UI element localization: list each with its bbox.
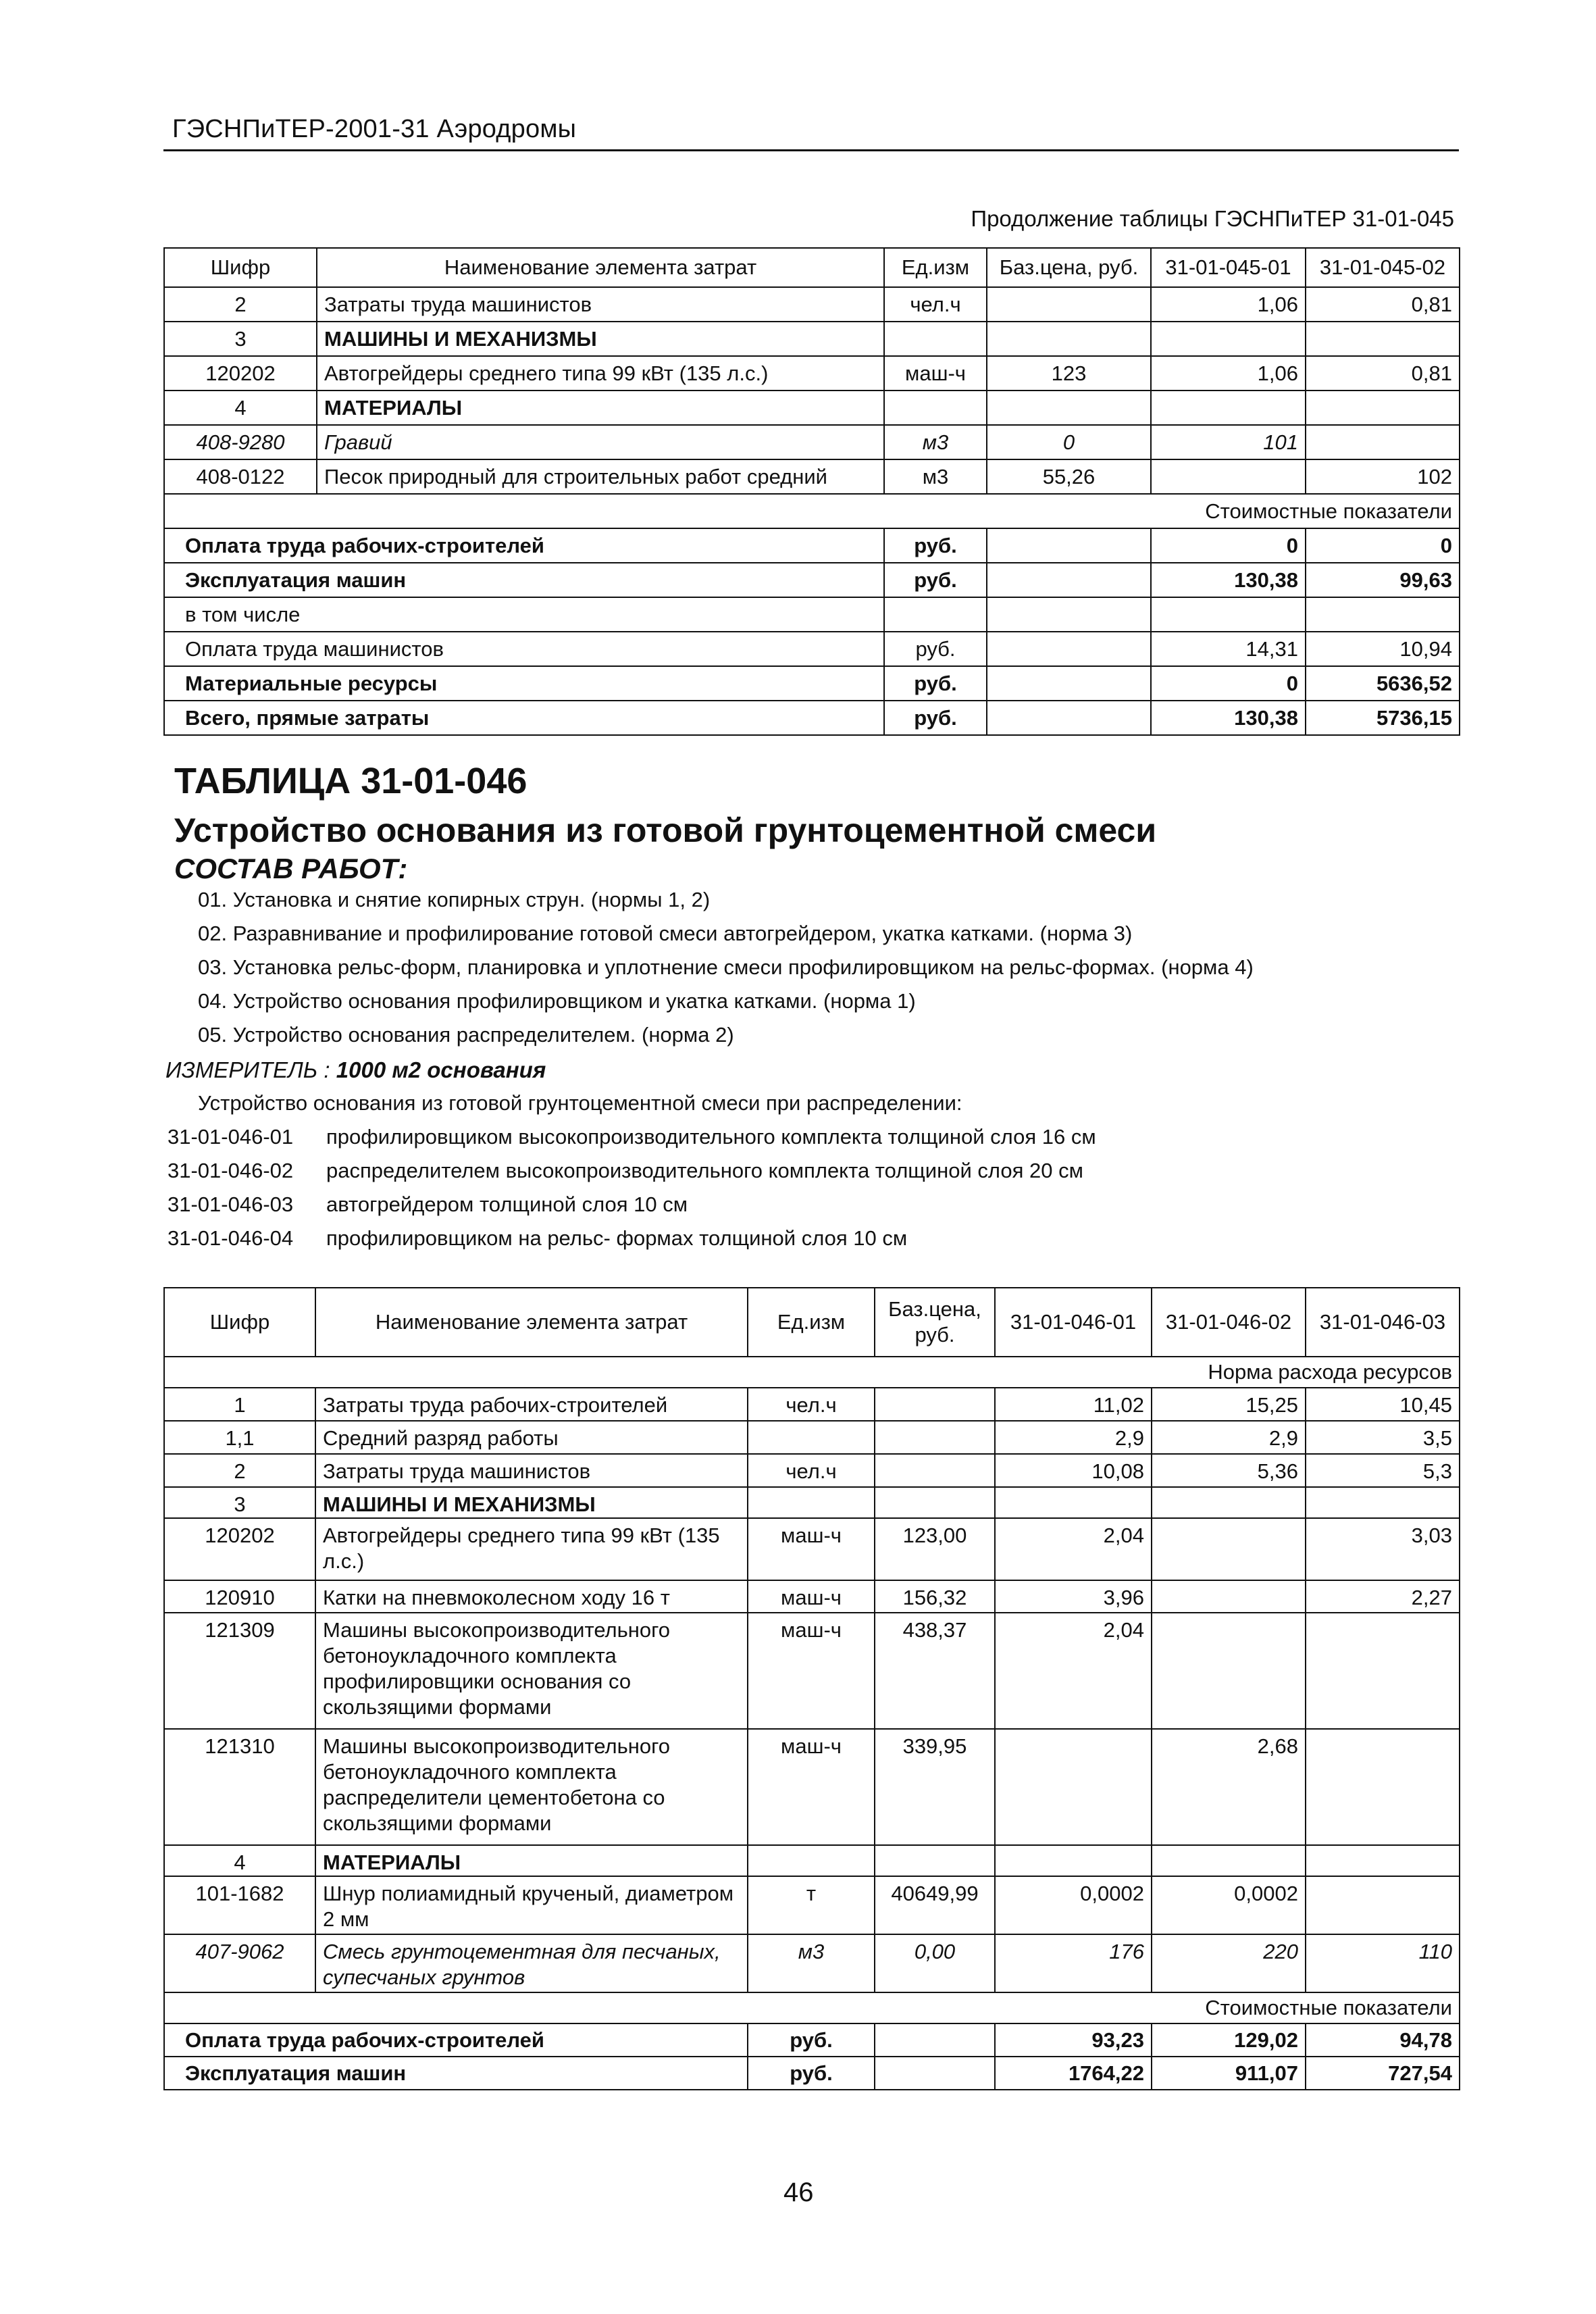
row-code: 3 [164, 1487, 315, 1518]
cost-value-3: 727,54 [1306, 2057, 1460, 2090]
table-row [164, 1876, 1460, 1934]
row-name: Затраты труда машинистов [317, 287, 884, 322]
header-price: Баз.цена, руб. [987, 248, 1151, 287]
cost-value-2: 911,07 [1152, 2057, 1306, 2090]
row-price [987, 322, 1151, 356]
cost-name: Всего, прямые затраты [164, 701, 884, 735]
cost-value-2: 5736,15 [1306, 701, 1460, 735]
row-value-2 [1152, 1487, 1306, 1518]
row-price [875, 1388, 995, 1421]
cost-price-empty [875, 2023, 995, 2057]
header-norm-2: 31-01-045-02 [1306, 248, 1460, 287]
work-item: 03. Установка рельс-форм, планировка и уплотнение смеси профилировщиком на рельс-формах. (норма 4) [198, 955, 1254, 979]
row-price [875, 1421, 995, 1454]
row-value-1: 2,9 [995, 1421, 1152, 1454]
row-unit: чел.ч [748, 1454, 875, 1487]
row-code: 1,1 [164, 1421, 315, 1454]
work-item: 01. Установка и снятие копирных струн. (нормы 1, 2) [198, 888, 711, 911]
row-code: 408-9280 [164, 425, 317, 459]
cost-unit [884, 597, 987, 632]
row-code: 121309 [164, 1613, 315, 1729]
row-unit: м3 [884, 425, 987, 459]
variant-code: 31-01-046-02 [168, 1159, 294, 1182]
running-header: ГЭСНПиТЕР-2001-31 Аэродромы [172, 115, 577, 143]
row-value-3: 110 [1306, 1934, 1460, 1992]
cost-value-1: 14,31 [1151, 632, 1306, 666]
cost-price-empty [987, 563, 1151, 597]
row-code: 4 [164, 391, 317, 425]
row-unit: маш-ч [884, 356, 987, 391]
variant-code: 31-01-046-04 [168, 1226, 294, 1250]
row-unit [748, 1845, 875, 1876]
cost-value-2: 5636,52 [1306, 666, 1460, 701]
cost-row [164, 528, 1460, 563]
table-header-row [164, 248, 1460, 287]
cost-value-1 [1151, 597, 1306, 632]
cost-value-1: 1764,22 [995, 2057, 1152, 2090]
row-value-2: 5,36 [1152, 1454, 1306, 1487]
row-name: Средний разряд работы [315, 1421, 748, 1454]
row-unit [748, 1487, 875, 1518]
cost-label-row [164, 494, 1460, 528]
row-unit: маш-ч [748, 1613, 875, 1729]
header-norm-2: 31-01-046-02 [1152, 1288, 1306, 1357]
row-name: МАШИНЫ И МЕХАНИЗМЫ [315, 1487, 748, 1518]
row-name: Шнур полиамидный крученый, диаметром 2 мм [315, 1876, 748, 1934]
row-value-2: 2,68 [1152, 1729, 1306, 1845]
cost-price-empty [987, 597, 1151, 632]
norm-label-row [164, 1357, 1460, 1388]
row-price [987, 287, 1151, 322]
row-price: 40649,99 [875, 1876, 995, 1934]
row-price [987, 391, 1151, 425]
row-value-1: 176 [995, 1934, 1152, 1992]
row-value-1: 2,04 [995, 1518, 1152, 1580]
row-value-1: 11,02 [995, 1388, 1152, 1421]
row-value-1 [1151, 459, 1306, 494]
cost-value-3: 94,78 [1306, 2023, 1460, 2057]
row-value-3 [1306, 1845, 1460, 1876]
row-name: МАТЕРИАЛЫ [317, 391, 884, 425]
row-price [875, 1487, 995, 1518]
cost-value-1: 130,38 [1151, 701, 1306, 735]
header-unit: Ед.изм [884, 248, 987, 287]
cost-indicators-label: Стоимостные показатели [164, 1992, 1460, 2023]
row-value-1 [995, 1729, 1152, 1845]
cost-unit: руб. [884, 528, 987, 563]
row-value-2: 15,25 [1152, 1388, 1306, 1421]
row-value-2 [1152, 1613, 1306, 1729]
header-rule [163, 149, 1459, 151]
cost-row [164, 666, 1460, 701]
cost-unit: руб. [884, 563, 987, 597]
row-price [875, 1454, 995, 1487]
work-item: 05. Устройство основания распределителем. (норма 2) [198, 1023, 734, 1047]
row-unit: маш-ч [748, 1580, 875, 1613]
row-value-2: 0,81 [1306, 287, 1460, 322]
variants-intro: Устройство основания из готовой грунтоцементной смеси при распределении: [198, 1091, 962, 1115]
cost-unit: руб. [748, 2057, 875, 2090]
table-row [164, 322, 1460, 356]
cost-row [164, 597, 1460, 632]
row-value-3 [1306, 1487, 1460, 1518]
row-value-2: 0,0002 [1152, 1876, 1306, 1934]
row-price: 339,95 [875, 1729, 995, 1845]
resource-norm-label: Норма расхода ресурсов [164, 1357, 1460, 1388]
cost-price-empty [987, 528, 1151, 563]
variant-text: профилировщиком высокопроизводительного комплекта толщиной слоя 16 см [326, 1125, 1096, 1149]
row-value-2 [1152, 1845, 1306, 1876]
header-norm-3: 31-01-046-03 [1306, 1288, 1460, 1357]
meter-value: 1000 м2 основания [336, 1057, 546, 1082]
cost-value-1: 0 [1151, 666, 1306, 701]
header-code: Шифр [164, 248, 317, 287]
row-code: 4 [164, 1845, 315, 1876]
cost-value-2: 0 [1306, 528, 1460, 563]
row-name: Затраты труда рабочих-строителей [315, 1388, 748, 1421]
row-name: Машины высокопроизводительного бетоноукладочного комплекта распределители цементобетона со скользящими формами [315, 1729, 748, 1845]
table-row [164, 1454, 1460, 1487]
cost-name: в том числе [164, 597, 884, 632]
row-value-2 [1306, 425, 1460, 459]
row-unit: чел.ч [884, 287, 987, 322]
variant-code: 31-01-046-01 [168, 1125, 294, 1149]
work-item: 02. Разравнивание и профилирование готовой смеси автогрейдером, укатка катками. (норма 3) [198, 922, 1133, 945]
table-row [164, 425, 1460, 459]
cost-price-empty [987, 701, 1151, 735]
row-code: 121310 [164, 1729, 315, 1845]
variant-text: автогрейдером толщиной слоя 10 см [326, 1192, 688, 1216]
variant-text: распределителем высокопроизводительного комплекта толщиной слоя 20 см [326, 1159, 1083, 1182]
row-code: 120202 [164, 356, 317, 391]
cost-price-empty [987, 666, 1151, 701]
cost-row [164, 632, 1460, 666]
work-composition-label: СОСТАВ РАБОТ: [174, 853, 408, 884]
table-row [164, 356, 1460, 391]
row-value-3: 3,5 [1306, 1421, 1460, 1454]
row-price [875, 1845, 995, 1876]
row-code: 3 [164, 322, 317, 356]
row-value-1 [1151, 391, 1306, 425]
row-code: 1 [164, 1388, 315, 1421]
table-title: ТАБЛИЦА 31-01-046 [174, 761, 527, 801]
row-value-2: 2,9 [1152, 1421, 1306, 1454]
cost-value-1: 130,38 [1151, 563, 1306, 597]
row-unit [884, 391, 987, 425]
row-unit: маш-ч [748, 1729, 875, 1845]
row-code: 407-9062 [164, 1934, 315, 1992]
row-value-2 [1152, 1580, 1306, 1613]
table-row [164, 1518, 1460, 1580]
header-code: Шифр [164, 1288, 315, 1357]
cost-name: Эксплуатация машин [164, 563, 884, 597]
row-unit [884, 322, 987, 356]
cost-row [164, 701, 1460, 735]
page-number: 46 [783, 2178, 814, 2207]
row-price: 123,00 [875, 1518, 995, 1580]
row-price: 0 [987, 425, 1151, 459]
row-unit: м3 [884, 459, 987, 494]
cost-indicators-label: Стоимостные показатели [164, 494, 1460, 528]
meter-line [165, 1057, 546, 1083]
row-value-1 [995, 1845, 1152, 1876]
row-unit: т [748, 1876, 875, 1934]
variant-text: профилировщиком на рельс- формах толщиной слоя 10 см [326, 1226, 908, 1250]
row-name: МАШИНЫ И МЕХАНИЗМЫ [317, 322, 884, 356]
row-name: Автогрейдеры среднего типа 99 кВт (135 л.с.) [315, 1518, 748, 1580]
cost-value-2: 10,94 [1306, 632, 1460, 666]
cost-name: Эксплуатация машин [164, 2057, 748, 2090]
cost-unit: руб. [884, 666, 987, 701]
row-code: 2 [164, 1454, 315, 1487]
row-value-1: 1,06 [1151, 287, 1306, 322]
row-name: Гравий [317, 425, 884, 459]
work-item: 04. Устройство основания профилировщиком и укатка катками. (норма 1) [198, 989, 916, 1013]
table-row [164, 1487, 1460, 1518]
variant-code: 31-01-046-03 [168, 1192, 294, 1216]
cost-label-row [164, 1992, 1460, 2023]
cost-value-2: 129,02 [1152, 2023, 1306, 2057]
row-price: 123 [987, 356, 1151, 391]
row-code: 120202 [164, 1518, 315, 1580]
row-value-1: 3,96 [995, 1580, 1152, 1613]
table-row [164, 1934, 1460, 1992]
table-row [164, 459, 1460, 494]
header-norm-1: 31-01-046-01 [995, 1288, 1152, 1357]
table-row [164, 1421, 1460, 1454]
cost-unit: руб. [748, 2023, 875, 2057]
row-value-1: 2,04 [995, 1613, 1152, 1729]
row-value-2 [1306, 391, 1460, 425]
row-value-3: 5,3 [1306, 1454, 1460, 1487]
row-value-2: 220 [1152, 1934, 1306, 1992]
row-value-3 [1306, 1729, 1460, 1845]
cost-value-2: 99,63 [1306, 563, 1460, 597]
table-row [164, 1580, 1460, 1613]
row-code: 408-0122 [164, 459, 317, 494]
row-code: 2 [164, 287, 317, 322]
row-unit: м3 [748, 1934, 875, 1992]
header-name: Наименование элемента затрат [317, 248, 884, 287]
row-value-3: 2,27 [1306, 1580, 1460, 1613]
row-value-1 [1151, 322, 1306, 356]
row-value-1: 10,08 [995, 1454, 1152, 1487]
row-value-2 [1152, 1518, 1306, 1580]
cost-value-1: 0 [1151, 528, 1306, 563]
table-row [164, 391, 1460, 425]
cost-price-empty [987, 632, 1151, 666]
row-unit [748, 1421, 875, 1454]
row-value-2 [1306, 322, 1460, 356]
table-row [164, 1388, 1460, 1421]
cost-name: Материальные ресурсы [164, 666, 884, 701]
row-value-3: 10,45 [1306, 1388, 1460, 1421]
table-header-row [164, 1288, 1460, 1357]
row-name: Автогрейдеры среднего типа 99 кВт (135 л.с.) [317, 356, 884, 391]
cost-row [164, 2023, 1460, 2057]
table-31-01-045-continued [163, 247, 1460, 736]
row-unit: чел.ч [748, 1388, 875, 1421]
meter-label: ИЗМЕРИТЕЛЬ : [165, 1057, 330, 1082]
cost-name: Оплата труда рабочих-строителей [164, 2023, 748, 2057]
row-price: 156,32 [875, 1580, 995, 1613]
table-31-01-046 [163, 1287, 1460, 2090]
row-name: Смесь грунтоцементная для песчаных, супесчаных грунтов [315, 1934, 748, 1992]
cost-unit: руб. [884, 632, 987, 666]
row-value-1: 101 [1151, 425, 1306, 459]
row-value-2: 0,81 [1306, 356, 1460, 391]
table-row [164, 287, 1460, 322]
cost-name: Оплата труда рабочих-строителей [164, 528, 884, 563]
row-value-3 [1306, 1613, 1460, 1729]
cost-unit: руб. [884, 701, 987, 735]
row-value-3 [1306, 1876, 1460, 1934]
header-unit: Ед.изм [748, 1288, 875, 1357]
cost-value-2 [1306, 597, 1460, 632]
cost-value-1: 93,23 [995, 2023, 1152, 2057]
row-code: 101-1682 [164, 1876, 315, 1934]
cost-row [164, 563, 1460, 597]
row-value-1: 0,0002 [995, 1876, 1152, 1934]
row-price: 0,00 [875, 1934, 995, 1992]
row-price: 438,37 [875, 1613, 995, 1729]
row-value-3: 3,03 [1306, 1518, 1460, 1580]
row-value-2: 102 [1306, 459, 1460, 494]
row-value-1 [995, 1487, 1152, 1518]
row-name: МАТЕРИАЛЫ [315, 1845, 748, 1876]
header-price: Баз.цена, руб. [875, 1288, 995, 1357]
row-price: 55,26 [987, 459, 1151, 494]
section-title: Устройство основания из готовой грунтоцементной смеси [174, 811, 1157, 849]
row-name: Машины высокопроизводительного бетоноукладочного комплекта профилировщики основания со скользящими формами [315, 1613, 748, 1729]
row-unit: маш-ч [748, 1518, 875, 1580]
row-name: Песок природный для строительных работ средний [317, 459, 884, 494]
table-row [164, 1613, 1460, 1729]
table-row [164, 1845, 1460, 1876]
row-code: 120910 [164, 1580, 315, 1613]
row-name: Затраты труда машинистов [315, 1454, 748, 1487]
header-name: Наименование элемента затрат [315, 1288, 748, 1357]
header-norm-1: 31-01-045-01 [1151, 248, 1306, 287]
row-name: Катки на пневмоколесном ходу 16 т [315, 1580, 748, 1613]
table-row [164, 1729, 1460, 1845]
cost-name: Оплата труда машинистов [164, 632, 884, 666]
continuation-note: Продолжение таблицы ГЭСНПиТЕР 31-01-045 [971, 206, 1454, 231]
cost-price-empty [875, 2057, 995, 2090]
row-value-1: 1,06 [1151, 356, 1306, 391]
cost-row [164, 2057, 1460, 2090]
